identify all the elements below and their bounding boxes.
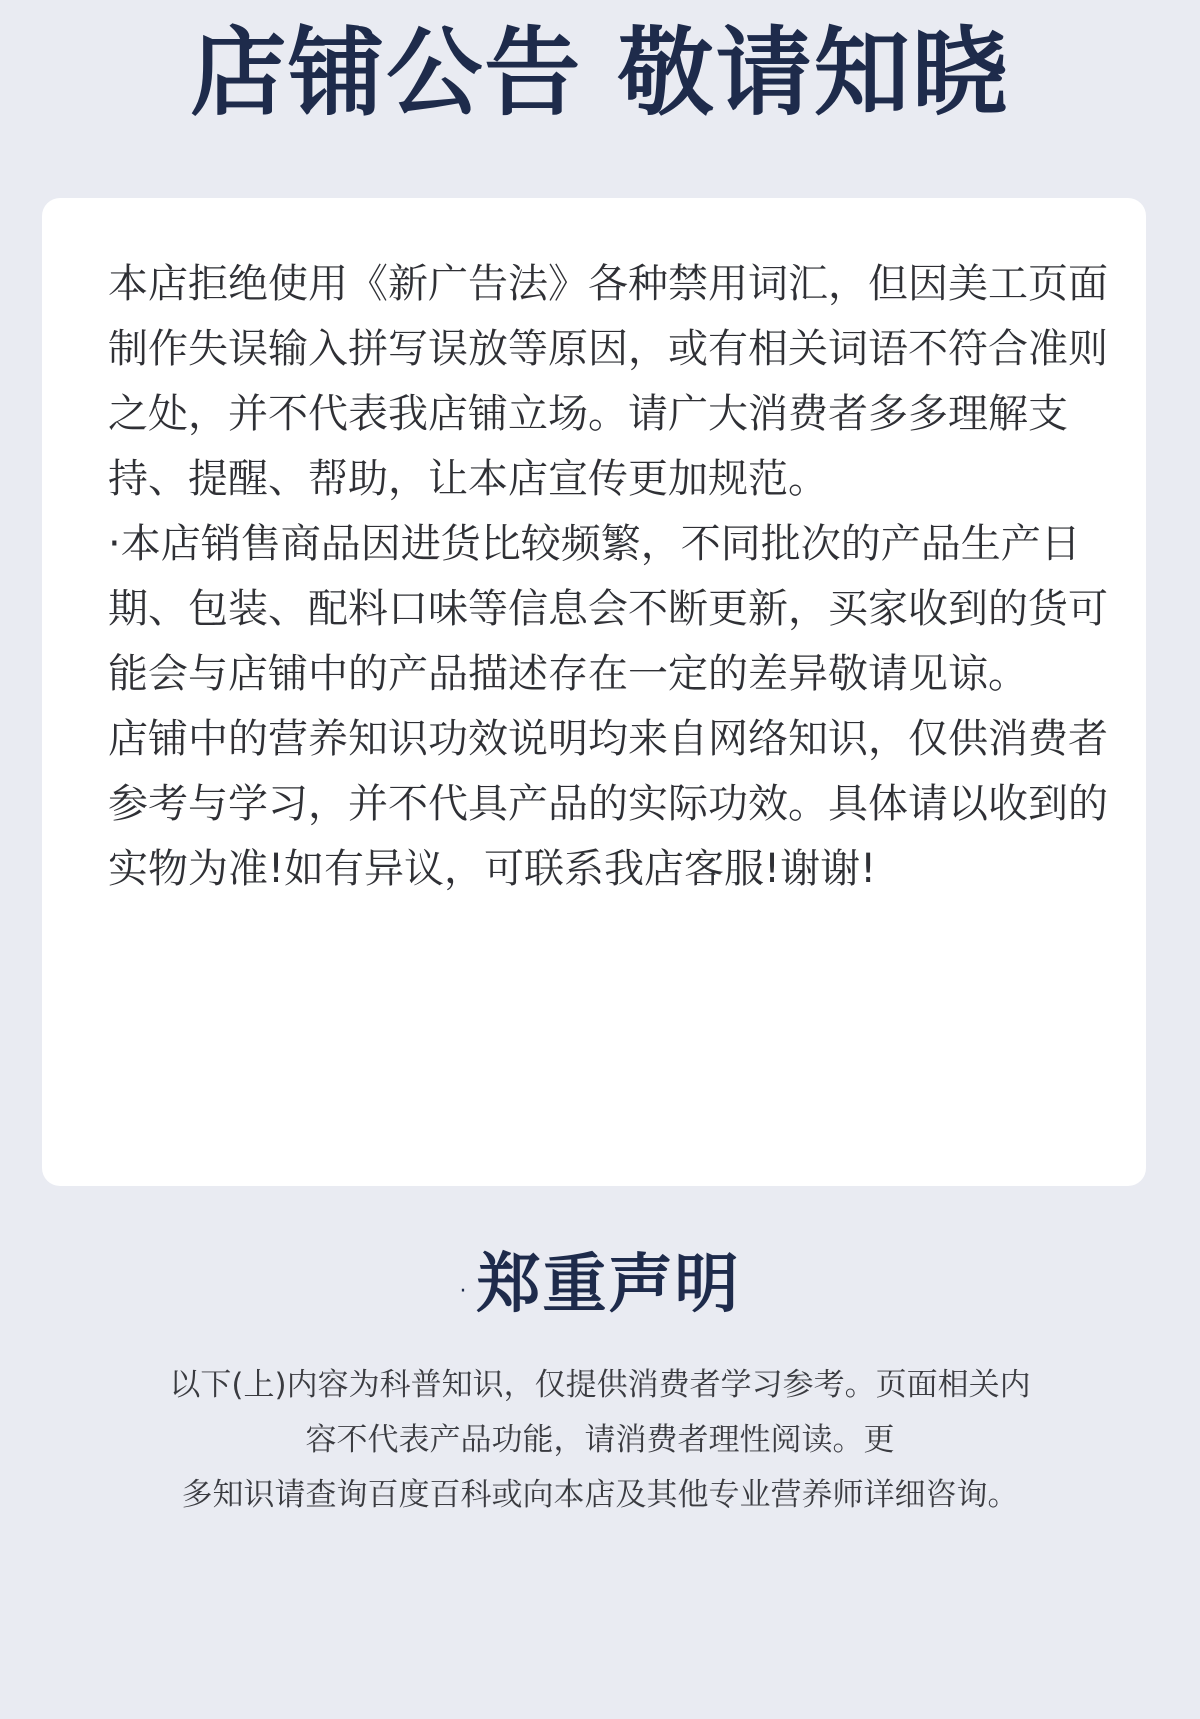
notice-paragraph-1: 本店拒绝使用《新广告法》各种禁用词汇，但因美工页面制作失误输入拼写误放等原因，或有相关词语不符合准则之处，并不代表我店铺立场。请广大消费者多多理解支持、提醒、帮助，让本店宣传更加规范。 — [108, 261, 1108, 502]
page-title: 店铺公告 敬请知晓 — [190, 16, 1010, 129]
statement-heading — [0, 1240, 1200, 1330]
statement-line-2: 容不代表产品功能，请消费者理性阅读。更 — [305, 1422, 895, 1458]
statement-line-1: 以下(上)内容为科普知识，仅提供消费者学习参考。页面相关内 — [169, 1367, 1031, 1403]
notice-paragraph-2: ·本店销售商品因进货比较频繁，不同批次的产品生产日期、包装、配料口味等信息会不断更新，买家收到的货可能会与店铺中的产品描述存在一定的差异敬请见谅。 — [108, 521, 1108, 697]
statement-line-3: 多知识请查询百度百科或向本店及其他专业营养师详细咨询。 — [181, 1477, 1019, 1513]
statement-body — [100, 1358, 1100, 1523]
notice-paragraph-3: 店铺中的营养知识功效说明均来自网络知识，仅供消费者参考与学习，并不代具产品的实际功效。具体请以收到的实物为准!如有异议，可联系我店客服!谢谢! — [108, 716, 1108, 892]
statement-title: 郑重声明 — [476, 1247, 741, 1322]
notice-card — [42, 198, 1146, 1186]
notice-text — [108, 252, 1108, 902]
statement-bullet-icon: · — [459, 1278, 467, 1304]
